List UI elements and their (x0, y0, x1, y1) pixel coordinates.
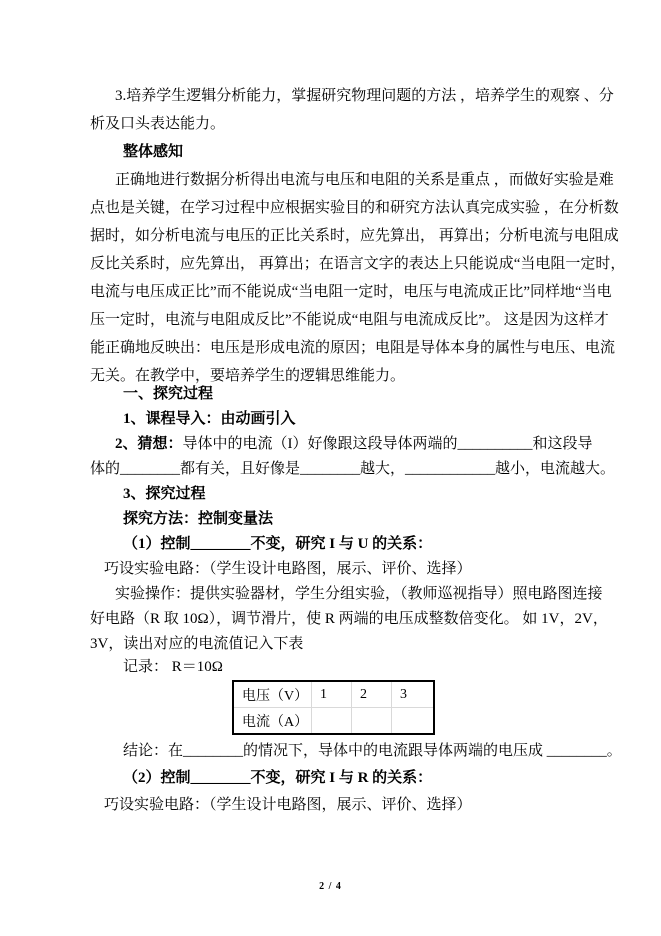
heading-line: 一、探究过程 (123, 386, 214, 402)
text-line: 电流与电压成正比”而不能说成“当电阻一定时，电压与电流成正比”同样地“当电 (90, 284, 612, 300)
table-row (233, 708, 434, 735)
page-number: 2 / 4 (319, 881, 342, 892)
text-line: 记录： R＝10Ω (123, 659, 223, 675)
text-line: 体的________都有关，且好像是________越大，____________越小，电流越大。 (90, 461, 616, 477)
table-cell: 电流（A） (233, 708, 312, 735)
table-row (233, 681, 434, 708)
text-line: 巧设实验电路：（学生设计电路图，展示、评价、选择） (104, 797, 472, 813)
heading-line: 1、课程导入：由动画引入 (123, 411, 296, 427)
text-line: 反比关系时，应先算出， 再算出；在语言文字的表达上只能说成“当电阻一定时， (90, 256, 626, 272)
table-cell: 1 (312, 681, 352, 708)
text-line: 析及口头表达能力。 (90, 116, 226, 132)
text-line: 好电路（R 取 10Ω），调节滑片，使 R 两端的电压成整数倍变化。 如 1V，2V， (90, 611, 608, 627)
table-cell (312, 708, 352, 735)
text-line: 压一定时，电流与电阻成反比”不能说成“电阻与电流成反比”。 这是因为这样才 (90, 312, 609, 328)
line-text: 导体中的电流（I）好像跟这段导体两端的__________和这段导 (182, 436, 593, 452)
text-line: 3V，读出对应的电流值记入下表 (90, 636, 304, 652)
heading-line: （1）控制________不变，研究 I 与 U 的关系： (123, 536, 433, 552)
heading-line: 3、探究过程 (123, 486, 206, 502)
table-cell: 电压（V） (233, 681, 312, 708)
table-cell (392, 708, 435, 735)
text-line: 点也是关键，在学习过程中应根据实验目的和研究方法认真完成实验 ，在分析数 (90, 200, 619, 216)
measurement-table (232, 680, 435, 735)
table-cell: 2 (352, 681, 392, 708)
text-line: 无关。在教学中，要培养学生的逻辑思维能力。 (90, 368, 406, 384)
bold-prefix: 2、猜想： (115, 436, 183, 452)
text-line: 能正确地反映出：电压是形成电流的原因；电阻是导体本身的属性与电压、电流 (90, 340, 616, 356)
text-line (115, 435, 593, 453)
heading-line: 整体感知 (123, 144, 184, 160)
table-cell: 3 (392, 681, 435, 708)
table-cell (352, 708, 392, 735)
text-line: 实验操作：提供实验器材，学生分组实验，（教师巡视指导）照电路图连接 (115, 586, 603, 602)
heading-line: （2）控制________不变，研究 I 与 R 的关系： (123, 770, 433, 786)
heading-line: 探究方法：控制变量法 (123, 511, 274, 527)
text-line: 3.培养学生逻辑分析能力，掌握研究物理问题的方法 ，培养学生的观察 、分 (115, 88, 614, 104)
text-line: 正确地进行数据分析得出电流与电压和电阻的关系是重点 ，而做好实验是难 (115, 172, 614, 188)
text-line: 结论：在________的情况下，导体中的电流跟导体两端的电压成 ________。 (123, 743, 622, 759)
text-line: 巧设实验电路：（学生设计电路图，展示、评价、选择） (104, 561, 472, 577)
text-line: 据时，如分析电流与电压的正比关系时，应先算出， 再算出；分析电流与电阻成 (90, 228, 619, 244)
